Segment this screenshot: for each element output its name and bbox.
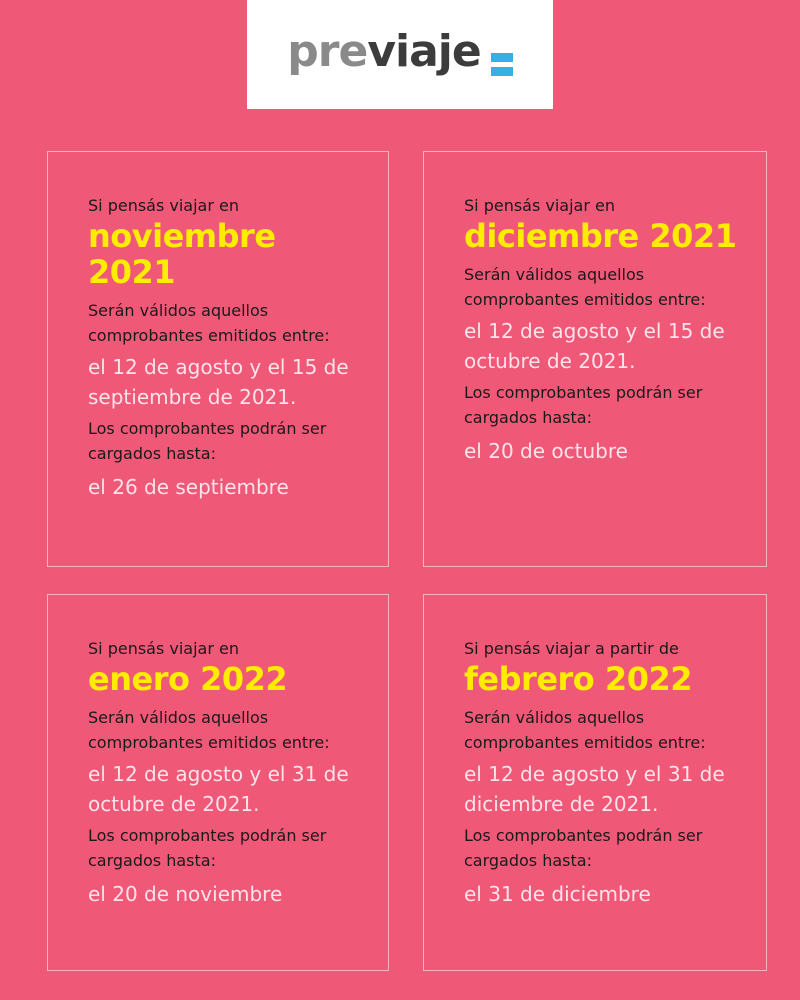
card-cargados: Los comprobantes podrán ser cargados hasta: [464,383,703,427]
card-month: febrero 2022 [464,660,692,698]
card-validos: Serán válidos aquellos comprobantes emitidos entre: [464,265,706,309]
card-validos: Serán válidos aquellos comprobantes emitidos entre: [88,708,330,752]
card-validos: Serán válidos aquellos comprobantes emitidos entre: [88,301,330,345]
card-intro: Si pensás viajar en [88,639,240,658]
card-intro: Si pensás viajar en [88,196,240,215]
card-fechas: el 12 de agosto y el 15 de septiembre de 2021. [88,355,349,409]
card-diciembre-2021 [423,151,767,567]
card-intro: Si pensás viajar en [464,196,616,215]
card-febrero-2022 [423,594,767,971]
card-fechas: el 12 de agosto y el 31 de diciembre de 2021. [464,762,725,816]
card-month: enero 2022 [88,660,288,698]
logo-wordmark [287,26,512,80]
card-limite: el 20 de octubre [464,439,628,463]
logo-viaje: viaje [367,25,481,77]
card-limite: el 20 de noviembre [88,882,283,906]
card-fechas: el 12 de agosto y el 15 de octubre de 2021. [464,319,725,373]
card-month: noviembre 2021 [88,217,276,291]
logo-pre: pre [287,25,368,77]
card-enero-2022 [47,594,389,971]
card-fechas: el 12 de agosto y el 31 de octubre de 2021. [88,762,349,816]
card-month: diciembre 2021 [464,217,737,255]
card-noviembre-2021 [47,151,389,567]
card-validos: Serán válidos aquellos comprobantes emitidos entre: [464,708,706,752]
card-cargados: Los comprobantes podrán ser cargados hasta: [88,826,327,870]
card-cargados: Los comprobantes podrán ser cargados hasta: [464,826,703,870]
card-limite: el 26 de septiembre [88,475,289,499]
previaje-logo [247,0,553,109]
card-limite: el 31 de diciembre [464,882,651,906]
card-intro: Si pensás viajar a partir de [464,639,679,658]
logo-mark-icon [491,53,513,76]
card-cargados: Los comprobantes podrán ser cargados hasta: [88,419,327,463]
